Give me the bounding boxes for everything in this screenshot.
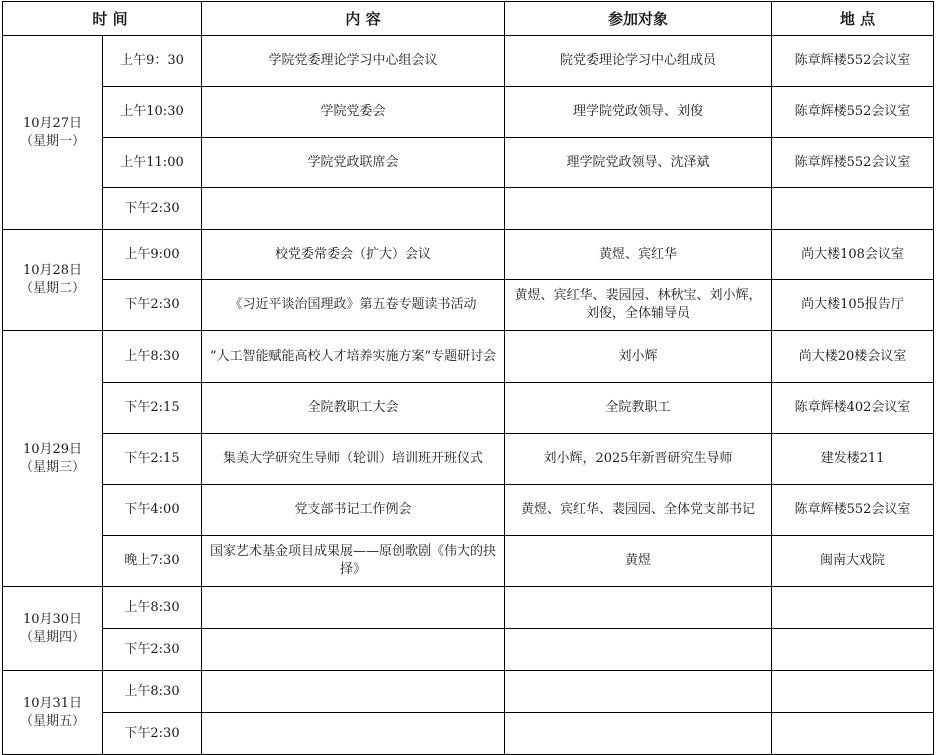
content-cell: 校党委常委会（扩大）会议	[202, 230, 505, 280]
date-cell	[3, 671, 103, 755]
location-cell: 尚大楼108会议室	[772, 230, 934, 280]
date-label: 10月30日	[22, 611, 83, 627]
weekday-label: （星期五）	[19, 713, 85, 729]
date-label: 10月31日	[22, 695, 83, 711]
participants-cell: 黄煜、宾红华、裴园园、林秋宝、刘小辉，刘俊，全体辅导员	[505, 280, 772, 331]
participants-cell: 全院教职工	[505, 383, 772, 434]
content-cell	[202, 629, 505, 671]
date-label: 10月28日	[22, 263, 83, 278]
participants-cell	[505, 713, 772, 755]
content-cell: 学院党委会	[202, 87, 505, 138]
content-cell	[202, 713, 505, 755]
location-cell: 尚大楼20楼会议室	[772, 331, 934, 383]
time-cell: 下午2:30	[103, 713, 202, 755]
table-row	[3, 587, 934, 629]
time-cell: 下午2:30	[103, 280, 202, 331]
location-cell	[772, 713, 934, 755]
table-row	[3, 536, 934, 587]
time-cell: 上午8:30	[103, 331, 202, 383]
location-cell: 闽南大戏院	[772, 536, 934, 587]
schedule-table	[2, 1, 934, 755]
date-label: 10月27日	[22, 115, 83, 131]
participants-cell	[505, 188, 772, 230]
time-cell: 下午2:30	[103, 188, 202, 230]
content-cell: “人工智能赋能高校人才培养实施方案”专题研讨会	[202, 331, 505, 383]
location-cell: 建发楼211	[772, 434, 934, 485]
location-cell: 陈章辉楼552会议室	[772, 485, 934, 536]
content-cell: 国家艺术基金项目成果展——原创歌剧《伟大的抉择》	[202, 536, 505, 587]
table-row	[3, 188, 934, 230]
content-cell: 《习近平谈治国理政》第五卷专题读书活动	[202, 280, 505, 331]
header-content: 内 容	[202, 2, 505, 36]
time-cell: 下午2:15	[103, 434, 202, 485]
participants-cell: 刘小辉，2025年新晋研究生导师	[505, 434, 772, 485]
content-cell: 学院党政联席会	[202, 138, 505, 188]
table-row	[3, 230, 934, 280]
date-cell	[3, 36, 103, 230]
header-time: 时 间	[3, 2, 202, 36]
table-row	[3, 383, 934, 434]
location-cell	[772, 587, 934, 629]
time-cell: 下午2:15	[103, 383, 202, 434]
table-row	[3, 434, 934, 485]
participants-cell: 刘小辉	[505, 331, 772, 383]
location-cell	[772, 671, 934, 713]
table-row	[3, 713, 934, 755]
time-cell: 上午11:00	[103, 138, 202, 188]
participants-cell: 黄煜、宾红华、裴园园、全体党支部书记	[505, 485, 772, 536]
content-cell: 学院党委理论学习中心组会议	[202, 36, 505, 87]
weekday-label: （星期三）	[19, 459, 85, 475]
location-cell: 陈章辉楼552会议室	[772, 138, 934, 188]
content-cell	[202, 188, 505, 230]
table-row	[3, 138, 934, 188]
weekday-label: （星期二）	[19, 281, 85, 296]
participants-cell: 院党委理论学习中心组成员	[505, 36, 772, 87]
table-row	[3, 331, 934, 383]
time-cell: 下午4:00	[103, 485, 202, 536]
date-label: 10月29日	[22, 441, 83, 457]
table-row	[3, 629, 934, 671]
content-cell: 党支部书记工作例会	[202, 485, 505, 536]
header-participants: 参加对象	[505, 2, 772, 36]
time-cell: 上午10:30	[103, 87, 202, 138]
date-cell	[3, 230, 103, 331]
date-cell	[3, 587, 103, 671]
date-cell	[3, 331, 103, 587]
content-cell: 全院教职工大会	[202, 383, 505, 434]
location-cell: 陈章辉楼552会议室	[772, 87, 934, 138]
time-cell: 上午9：30	[103, 36, 202, 87]
participants-cell: 黄煜	[505, 536, 772, 587]
participants-cell: 理学院党政领导、沈泽斌	[505, 138, 772, 188]
content-cell	[202, 587, 505, 629]
location-cell: 陈章辉楼402会议室	[772, 383, 934, 434]
header-location: 地 点	[772, 2, 934, 36]
time-cell: 上午8:30	[103, 671, 202, 713]
weekday-label: （星期四）	[19, 629, 85, 645]
location-cell: 陈章辉楼552会议室	[772, 36, 934, 87]
participants-cell	[505, 671, 772, 713]
weekday-label: （星期一）	[19, 133, 85, 149]
table-row	[3, 485, 934, 536]
time-cell: 晚上7:30	[103, 536, 202, 587]
location-cell: 尚大楼105报告厅	[772, 280, 934, 331]
table-row	[3, 671, 934, 713]
time-cell: 下午2:30	[103, 629, 202, 671]
participants-cell	[505, 587, 772, 629]
content-cell	[202, 671, 505, 713]
header-row	[3, 2, 934, 36]
location-cell	[772, 188, 934, 230]
time-cell: 上午9:00	[103, 230, 202, 280]
participants-cell: 理学院党政领导、刘俊	[505, 87, 772, 138]
table-row	[3, 87, 934, 138]
table-row	[3, 36, 934, 87]
time-cell: 上午8:30	[103, 587, 202, 629]
participants-cell	[505, 629, 772, 671]
content-cell: 集美大学研究生导师（轮训）培训班开班仪式	[202, 434, 505, 485]
participants-cell: 黄煜、宾红华	[505, 230, 772, 280]
location-cell	[772, 629, 934, 671]
table-row	[3, 280, 934, 331]
